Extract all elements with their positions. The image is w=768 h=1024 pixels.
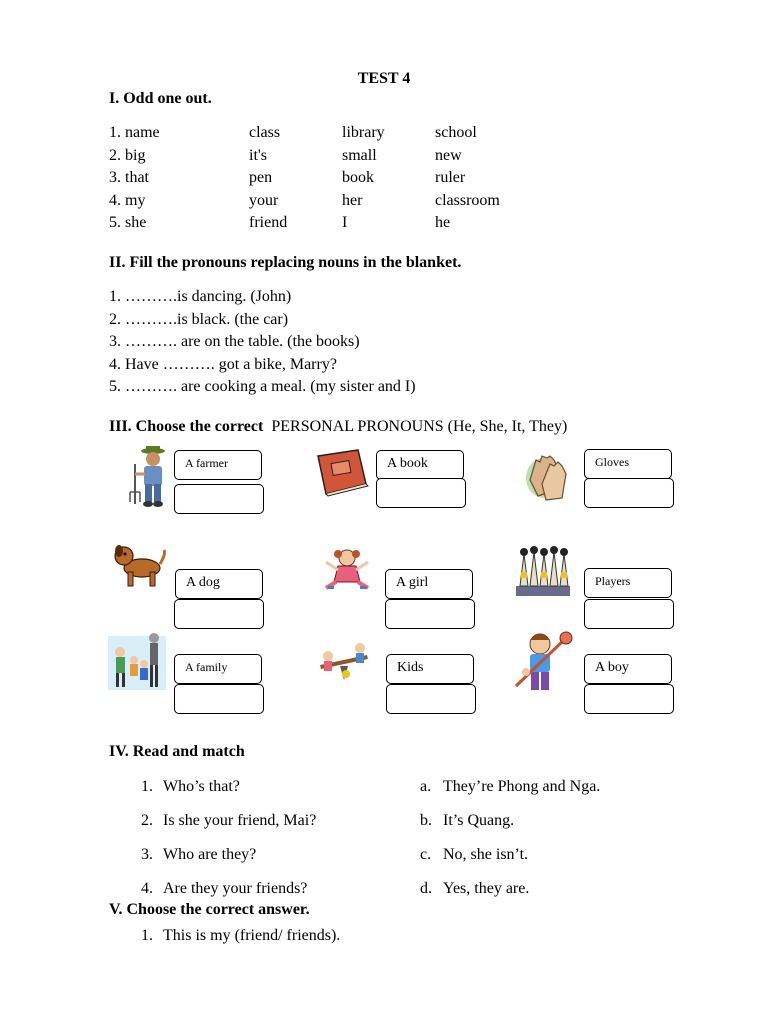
answer-box-dog[interactable] — [174, 599, 264, 629]
section3-heading-rest: PERSONAL PRONOUNS (He, She, It, They) — [271, 418, 568, 435]
word: it's — [249, 147, 267, 164]
label-boy: A boy — [584, 654, 672, 684]
answer-letter: c. — [420, 846, 432, 863]
question-text: Who are they? — [163, 846, 257, 863]
section1-heading: I. Odd one out. — [109, 90, 212, 107]
question-number: 4. — [141, 880, 153, 897]
players-icon — [514, 542, 572, 600]
word: ruler — [435, 169, 466, 186]
label-gloves: Gloves — [584, 449, 672, 479]
answer-text: Yes, they are. — [443, 880, 530, 897]
answer-letter: a. — [420, 778, 432, 795]
gloves-icon — [520, 450, 576, 508]
label-dog: A dog — [175, 569, 263, 599]
answer-text: No, she isn’t. — [443, 846, 529, 863]
answer-c — [420, 846, 529, 864]
fill-line-4: 4. Have ………. got a bike, Marry? — [109, 356, 337, 373]
answer-box-farmer[interactable] — [174, 484, 264, 514]
page-title: TEST 4 — [357, 70, 411, 87]
word: class — [249, 124, 281, 141]
family-icon — [108, 630, 166, 692]
section2-heading: II. Fill the pronouns replacing nouns in the blanket. — [109, 254, 462, 271]
word: I — [342, 214, 348, 231]
label-family: A family — [174, 654, 262, 684]
word: library — [342, 124, 385, 141]
question-3 — [141, 846, 257, 864]
fill-line-1: 1. ……….is dancing. (John) — [109, 288, 292, 305]
question-text: Is she your friend, Mai? — [163, 812, 317, 829]
question-text: Who’s that? — [163, 778, 240, 795]
choice-item-1 — [141, 927, 341, 945]
section5-heading: V. Choose the correct answer. — [109, 901, 310, 918]
question-number: 3. — [141, 846, 153, 863]
section4-heading: IV. Read and match — [109, 743, 245, 760]
answer-text: It’s Quang. — [443, 812, 515, 829]
label-book: A book — [376, 450, 464, 480]
word: 4. my — [109, 192, 146, 209]
answer-text: They’re Phong and Nga. — [443, 778, 601, 795]
label-kids: Kids — [386, 654, 474, 684]
word: he — [435, 214, 451, 231]
label-farmer: A farmer — [174, 450, 262, 480]
choice-number: 1. — [141, 927, 153, 944]
answer-box-boy[interactable] — [584, 684, 674, 714]
word: your — [249, 192, 279, 209]
girl-icon — [322, 548, 372, 592]
answer-letter: d. — [420, 880, 432, 897]
word: pen — [249, 169, 273, 186]
word: school — [435, 124, 477, 141]
word: small — [342, 147, 377, 164]
question-1 — [141, 778, 240, 796]
answer-box-girl[interactable] — [385, 599, 475, 629]
word: 5. she — [109, 214, 147, 231]
label-players: Players — [584, 568, 672, 598]
book-icon — [314, 448, 370, 498]
answer-box-kids[interactable] — [386, 684, 476, 714]
choice-text: This is my (friend/ friends). — [163, 927, 341, 944]
word: friend — [249, 214, 288, 231]
section3-heading-bold: III. Choose the correct — [109, 418, 264, 435]
answer-box-players[interactable] — [584, 599, 674, 629]
question-4 — [141, 880, 308, 898]
word: 2. big — [109, 147, 146, 164]
answer-box-gloves[interactable] — [584, 478, 674, 508]
fill-line-5: 5. ………. are cooking a meal. (my sister and I) — [109, 378, 416, 395]
answer-a — [420, 778, 601, 796]
fill-line-3: 3. ………. are on the table. (the books) — [109, 333, 360, 350]
boy-icon — [512, 630, 574, 696]
word: classroom — [435, 192, 500, 209]
question-text: Are they your friends? — [163, 880, 308, 897]
answer-box-book[interactable] — [376, 478, 466, 508]
answer-box-family[interactable] — [174, 684, 264, 714]
question-number: 2. — [141, 812, 153, 829]
section3-heading — [109, 418, 567, 436]
fill-line-2: 2. ……….is black. (the car) — [109, 311, 289, 328]
kids-icon — [316, 640, 372, 686]
dog-icon — [110, 544, 168, 588]
word: 3. that — [109, 169, 149, 186]
word: new — [435, 147, 462, 164]
word: book — [342, 169, 374, 186]
word: 1. name — [109, 124, 160, 141]
question-number: 1. — [141, 778, 153, 795]
answer-d — [420, 880, 530, 898]
question-2 — [141, 812, 317, 830]
answer-b — [420, 812, 515, 830]
word: her — [342, 192, 363, 209]
label-girl: A girl — [385, 569, 473, 599]
answer-letter: b. — [420, 812, 432, 829]
